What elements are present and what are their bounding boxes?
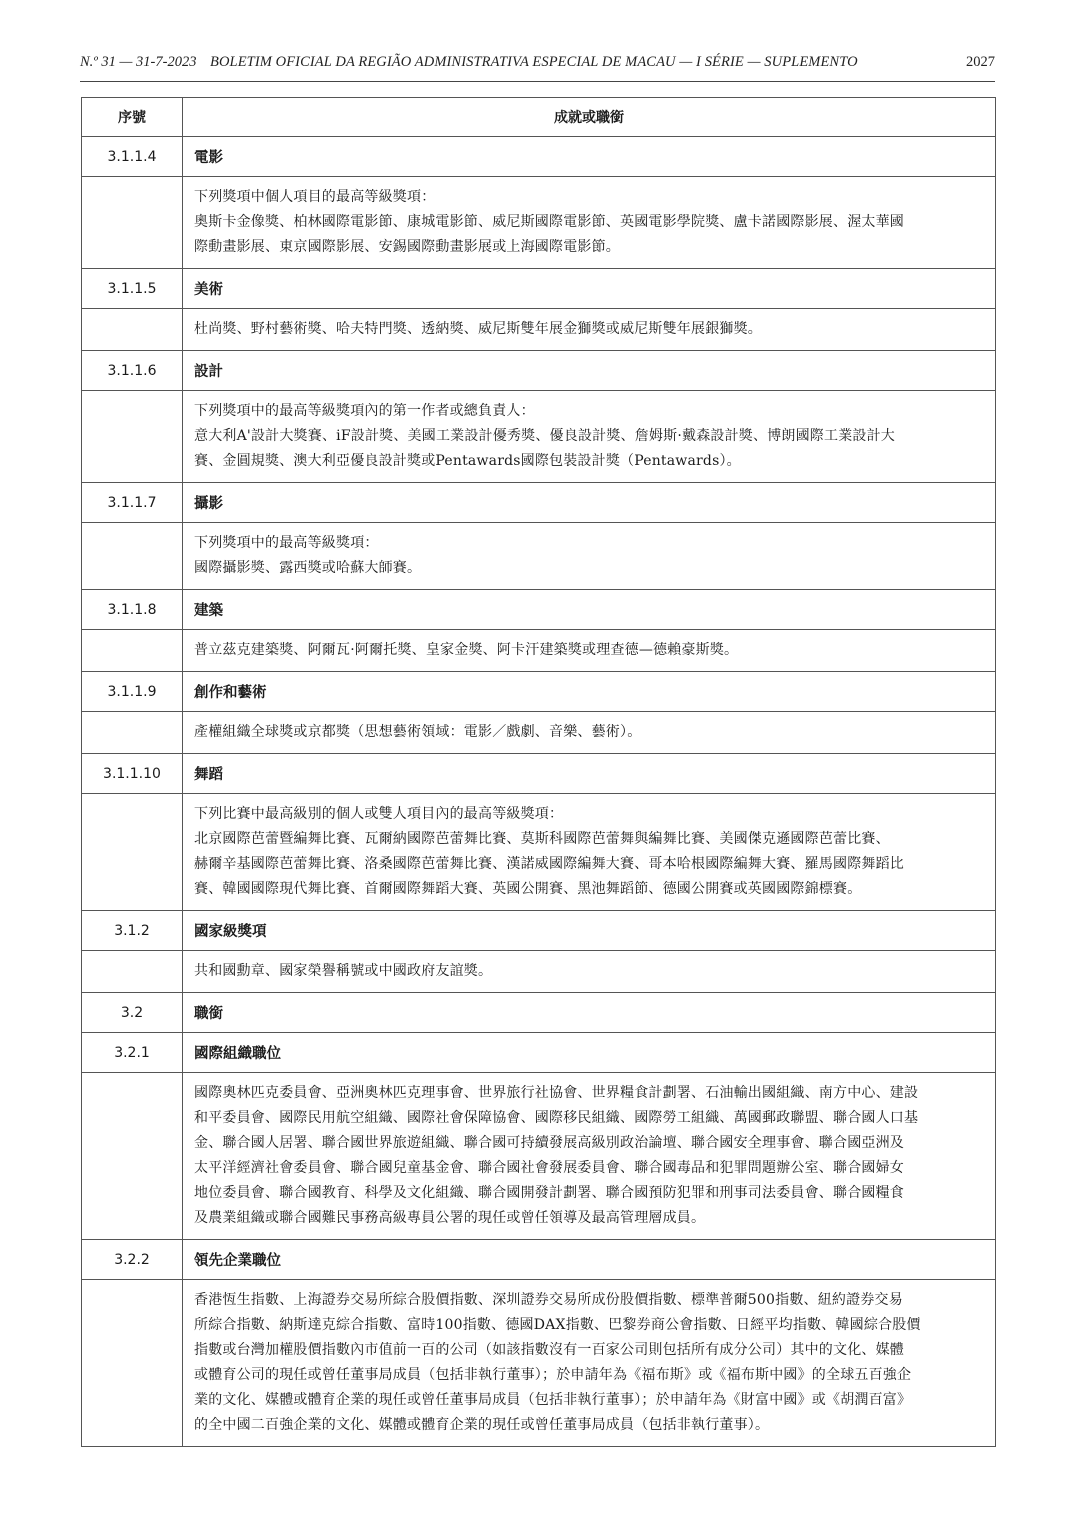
publication-title: BOLETIM OFICIAL DA REGIÃO ADMINISTRATIVA ESPECIAL DE MACAU — I SÉRIE — SUPLEMENTO — [210, 54, 858, 70]
empty-cell — [82, 1073, 183, 1240]
section-title: 設計 — [183, 351, 996, 391]
description-line: 赫爾辛基國際芭蕾舞比賽、洛桑國際芭蕾舞比賽、漢諾威國際編舞大賽、哥本哈根國際編舞大賽、羅馬國際舞蹈比 — [194, 856, 904, 872]
section-body-row — [82, 391, 996, 483]
issue-number: N.º 31 — 31-7-2023 — [80, 54, 197, 70]
section-title: 職銜 — [183, 993, 996, 1033]
section-description — [183, 309, 996, 351]
description-line: 共和國勳章、國家榮譽稱號或中國政府友誼獎。 — [194, 963, 493, 979]
empty-cell — [82, 1280, 183, 1447]
section-row — [82, 672, 996, 712]
section-title: 建築 — [183, 590, 996, 630]
empty-cell — [82, 523, 183, 590]
section-body-row — [82, 523, 996, 590]
empty-cell — [82, 951, 183, 993]
section-body-row — [82, 794, 996, 911]
table-header-row — [82, 98, 996, 137]
section-row — [82, 137, 996, 177]
section-number: 3.1.1.5 — [82, 269, 183, 309]
section-description — [183, 1280, 996, 1447]
empty-cell — [82, 309, 183, 351]
section-title: 國家級獎項 — [183, 911, 996, 951]
section-body-row — [82, 951, 996, 993]
section-number: 3.2.1 — [82, 1033, 183, 1073]
section-body-row — [82, 1073, 996, 1240]
description-line: 太平洋經濟社會委員會、聯合國兒童基金會、聯合國社會發展委員會、聯合國毒品和犯罪問題辦公室、聯合國婦女 — [194, 1160, 904, 1176]
description-line: 意大利A'設計大獎賽、iF設計獎、美國工業設計優秀獎、優良設計獎、詹姆斯·戴森設計獎、博朗國際工業設計大 — [194, 428, 895, 444]
section-row — [82, 993, 996, 1033]
page-header — [80, 54, 995, 76]
section-number: 3.1.1.7 — [82, 483, 183, 523]
description-line: 賽、韓國國際現代舞比賽、首爾國際舞蹈大賽、英國公開賽、黑池舞蹈節、德國公開賽或英國國際錦標賽。 — [194, 881, 862, 897]
description-line: 地位委員會、聯合國教育、科學及文化組織、聯合國開發計劃署、聯合國預防犯罪和刑事司法委員會、聯合國糧食 — [194, 1185, 904, 1201]
section-description — [183, 794, 996, 911]
description-line: 北京國際芭蕾暨編舞比賽、瓦爾納國際芭蕾舞比賽、莫斯科國際芭蕾舞與編舞比賽、美國傑克遜國際芭蕾比賽、 — [194, 831, 890, 847]
section-row — [82, 911, 996, 951]
description-line: 奧斯卡金像獎、柏林國際電影節、康城電影節、威尼斯國際電影節、英國電影學院獎、盧卡諾國際影展、渥太華國 — [194, 214, 904, 230]
section-title: 舞蹈 — [183, 754, 996, 794]
page-number: 2027 — [966, 54, 995, 70]
description-line: 所綜合指數、納斯達克綜合指數、富時100指數、德國DAX指數、巴黎券商公會指數、日經平均指數、韓國綜合股價 — [194, 1317, 921, 1333]
description-line: 國際攝影獎、露西獎或哈蘇大師賽。 — [194, 560, 422, 576]
section-description — [183, 630, 996, 672]
description-line: 下列比賽中最高級別的個人或雙人項目內的最高等級獎項： — [194, 806, 564, 822]
description-line: 的全中國二百強企業的文化、媒體或體育企業的現任或曾任董事局成員（包括非執行董事）。 — [194, 1417, 770, 1433]
section-title: 攝影 — [183, 483, 996, 523]
section-title: 領先企業職位 — [183, 1240, 996, 1280]
section-number: 3.1.2 — [82, 911, 183, 951]
section-title: 創作和藝術 — [183, 672, 996, 712]
section-number: 3.2 — [82, 993, 183, 1033]
section-title: 美術 — [183, 269, 996, 309]
section-title: 電影 — [183, 137, 996, 177]
section-number: 3.1.1.8 — [82, 590, 183, 630]
description-line: 或體育公司的現任或曾任董事局成員（包括非執行董事）；於申請年為《福布斯》或《福布斯中國》的全球五百強企 — [194, 1367, 912, 1383]
section-number: 3.1.1.6 — [82, 351, 183, 391]
description-line: 下列獎項中的最高等級獎項： — [194, 535, 379, 551]
section-number: 3.1.1.9 — [82, 672, 183, 712]
awards-table — [81, 97, 996, 1447]
section-body-row — [82, 177, 996, 269]
section-description — [183, 712, 996, 754]
section-body-row — [82, 630, 996, 672]
section-description — [183, 1073, 996, 1240]
section-row — [82, 483, 996, 523]
section-number: 3.1.1.4 — [82, 137, 183, 177]
empty-cell — [82, 177, 183, 269]
section-row — [82, 1240, 996, 1280]
column-header-title: 成就或職銜 — [183, 98, 996, 137]
section-description — [183, 177, 996, 269]
section-row — [82, 1033, 996, 1073]
description-line: 國際奧林匹克委員會、亞洲奧林匹克理事會、世界旅行社協會、世界糧食計劃署、石油輸出國組織、南方中心、建設 — [194, 1085, 919, 1101]
description-line: 賽、金圓規獎、澳大利亞優良設計獎或Pentawards國際包裝設計獎（Pentawards）。 — [194, 453, 741, 469]
description-line: 杜尚獎、野村藝術獎、哈夫特門獎、透納獎、威尼斯雙年展金獅獎或威尼斯雙年展銀獅獎。 — [194, 321, 762, 337]
section-row — [82, 269, 996, 309]
section-number: 3.2.2 — [82, 1240, 183, 1280]
section-description — [183, 523, 996, 590]
description-line: 普立茲克建築獎、阿爾瓦·阿爾托獎、皇家金獎、阿卡汗建築獎或理查德—德賴豪斯獎。 — [194, 642, 739, 658]
section-body-row — [82, 712, 996, 754]
description-line: 產權組織全球獎或京都獎（思想藝術領域：電影／戲劇、音樂、藝術）。 — [194, 724, 642, 740]
description-line: 香港恆生指數、上海證券交易所綜合股價指數、深圳證券交易所成份股價指數、標準普爾500指數、紐約證券交易 — [194, 1292, 903, 1308]
description-line: 及農業組織或聯合國難民事務高級專員公署的現任或曾任領導及最高管理層成員。 — [194, 1210, 706, 1226]
empty-cell — [82, 391, 183, 483]
description-line: 下列獎項中個人項目的最高等級獎項： — [194, 189, 436, 205]
empty-cell — [82, 712, 183, 754]
section-number: 3.1.1.10 — [82, 754, 183, 794]
section-body-row — [82, 1280, 996, 1447]
description-line: 業的文化、媒體或體育企業的現任或曾任董事局成員（包括非執行董事）；於申請年為《財富中國》或《胡潤百富》 — [194, 1392, 912, 1408]
section-body-row — [82, 309, 996, 351]
section-description — [183, 951, 996, 993]
empty-cell — [82, 630, 183, 672]
empty-cell — [82, 794, 183, 911]
section-title: 國際組織職位 — [183, 1033, 996, 1073]
section-row — [82, 754, 996, 794]
header-rule — [80, 81, 995, 82]
description-line: 和平委員會、國際民用航空組織、國際社會保障協會、國際移民組織、國際勞工組織、萬國郵政聯盟、聯合國人口基 — [194, 1110, 919, 1126]
description-line: 金、聯合國人居署、聯合國世界旅遊組織、聯合國可持續發展高級別政治論壇、聯合國安全理事會、聯合國亞洲及 — [194, 1135, 904, 1151]
description-line: 指數或台灣加權股價指數內市值前一百的公司（如該指數沒有一百家公司則包括所有成分公司）其中的文化、媒體 — [194, 1342, 904, 1358]
description-line: 下列獎項中的最高等級獎項內的第一作者或總負責人： — [194, 403, 535, 419]
section-description — [183, 391, 996, 483]
section-row — [82, 351, 996, 391]
description-line: 際動畫影展、東京國際影展、安錫國際動畫影展或上海國際電影節。 — [194, 239, 620, 255]
column-header-number: 序號 — [82, 98, 183, 137]
section-row — [82, 590, 996, 630]
